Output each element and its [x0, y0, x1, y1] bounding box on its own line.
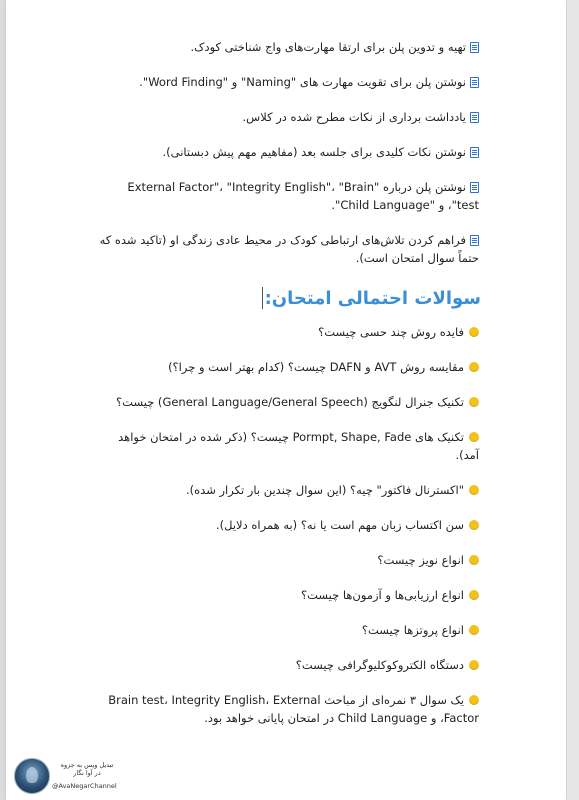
- question-item: [99, 358, 479, 376]
- task-item: [99, 231, 479, 267]
- question-text: تکنیک های Pormpt, Shape, Fade چیست؟ (ذکر شده در امتحان خواهد آمد).: [118, 430, 479, 462]
- yellow-circle-icon: [469, 695, 479, 705]
- yellow-circle-icon: [469, 625, 479, 635]
- question-item: [99, 516, 479, 534]
- heading-text: سوالات احتمالی امتحان:: [264, 288, 481, 309]
- task-text: نوشتن پلن برای تقویت مهارت های "Naming" و "Word Finding".: [139, 75, 466, 89]
- scrollbar-track[interactable]: [567, 0, 579, 800]
- question-text: سن اکتساب زبان مهم است یا نه؟ (به همراه دلایل).: [216, 518, 464, 532]
- task-text: یادداشت برداری از نکات مطرح شده در کلاس.: [242, 110, 466, 124]
- yellow-circle-icon: [469, 327, 479, 337]
- watermark-line1: تبدیل ویس به جزوه: [60, 761, 114, 769]
- question-text: یک سوال ۳ نمره‌ای از مباحث Brain test، Integrity English، External Factor، و Child Language در امتحان پایانی خواهد بود.: [108, 693, 479, 725]
- watermark-handle: @AvaNegarChannel: [52, 782, 117, 790]
- document-icon: [470, 112, 479, 123]
- yellow-circle-icon: [469, 397, 479, 407]
- document-icon: [470, 147, 479, 158]
- document-icon: [470, 42, 479, 53]
- task-item: [99, 178, 479, 214]
- question-text: فایده روش چند حسی چیست؟: [318, 325, 464, 339]
- question-item: [99, 428, 479, 464]
- question-text: انواع پروتزها چیست؟: [361, 623, 464, 637]
- question-item: [99, 551, 479, 569]
- yellow-circle-icon: [469, 660, 479, 670]
- task-item: [99, 73, 479, 91]
- task-item: [99, 108, 479, 126]
- section-heading: [181, 287, 481, 309]
- task-text: فراهم کردن تلاش‌های ارتباطی کودک در محیط عادی زندگی او (تاکید شده که حتماً سوال امتحان است).: [99, 233, 479, 265]
- question-item: [99, 323, 479, 341]
- yellow-circle-icon: [469, 485, 479, 495]
- question-item: [99, 586, 479, 604]
- task-list: [99, 38, 479, 284]
- question-list: [99, 323, 479, 744]
- document-icon: [470, 235, 479, 246]
- watermark-caption: [50, 761, 124, 777]
- task-text: نوشتن نکات کلیدی برای جلسه بعد (مفاهیم مهم پیش دبستانی).: [162, 145, 466, 159]
- task-item: [99, 143, 479, 161]
- document-icon: [470, 182, 479, 193]
- question-item: [99, 691, 479, 727]
- question-text: "اکسترنال فاکتور" چیه؟ (این سوال چندین بار تکرار شده).: [186, 483, 464, 497]
- channel-watermark: [14, 758, 124, 794]
- text-cursor: [262, 287, 263, 309]
- question-text: انواع نویز چیست؟: [377, 553, 464, 567]
- question-text: انواع ارزیابی‌ها و آزمون‌ها چیست؟: [300, 588, 464, 602]
- question-text: دستگاه الکتروکوکلیوگرافی چیست؟: [295, 658, 464, 672]
- yellow-circle-icon: [469, 520, 479, 530]
- task-text: نوشتن پلن درباره "External Factor"، "Integrity English"، "Brain test"، و "Child Language".: [127, 180, 479, 212]
- question-item: [99, 656, 479, 674]
- watermark-line2: در آوا نگار: [73, 769, 101, 777]
- question-item: [99, 481, 479, 499]
- question-text: مقایسه روش AVT و DAFN چیست؟ (کدام بهتر است و چرا؟): [168, 360, 464, 374]
- yellow-circle-icon: [469, 590, 479, 600]
- yellow-circle-icon: [469, 432, 479, 442]
- channel-logo-icon: [14, 758, 50, 794]
- question-text: تکنیک جنرال لنگویج (General Language/General Speech) چیست؟: [116, 395, 464, 409]
- yellow-circle-icon: [469, 362, 479, 372]
- yellow-circle-icon: [469, 555, 479, 565]
- task-text: تهیه و تدوین پلن برای ارتقا مهارت‌های واج شناختی کودک.: [190, 40, 466, 54]
- question-item: [99, 393, 479, 411]
- document-icon: [470, 77, 479, 88]
- question-item: [99, 621, 479, 639]
- task-item: [99, 38, 479, 56]
